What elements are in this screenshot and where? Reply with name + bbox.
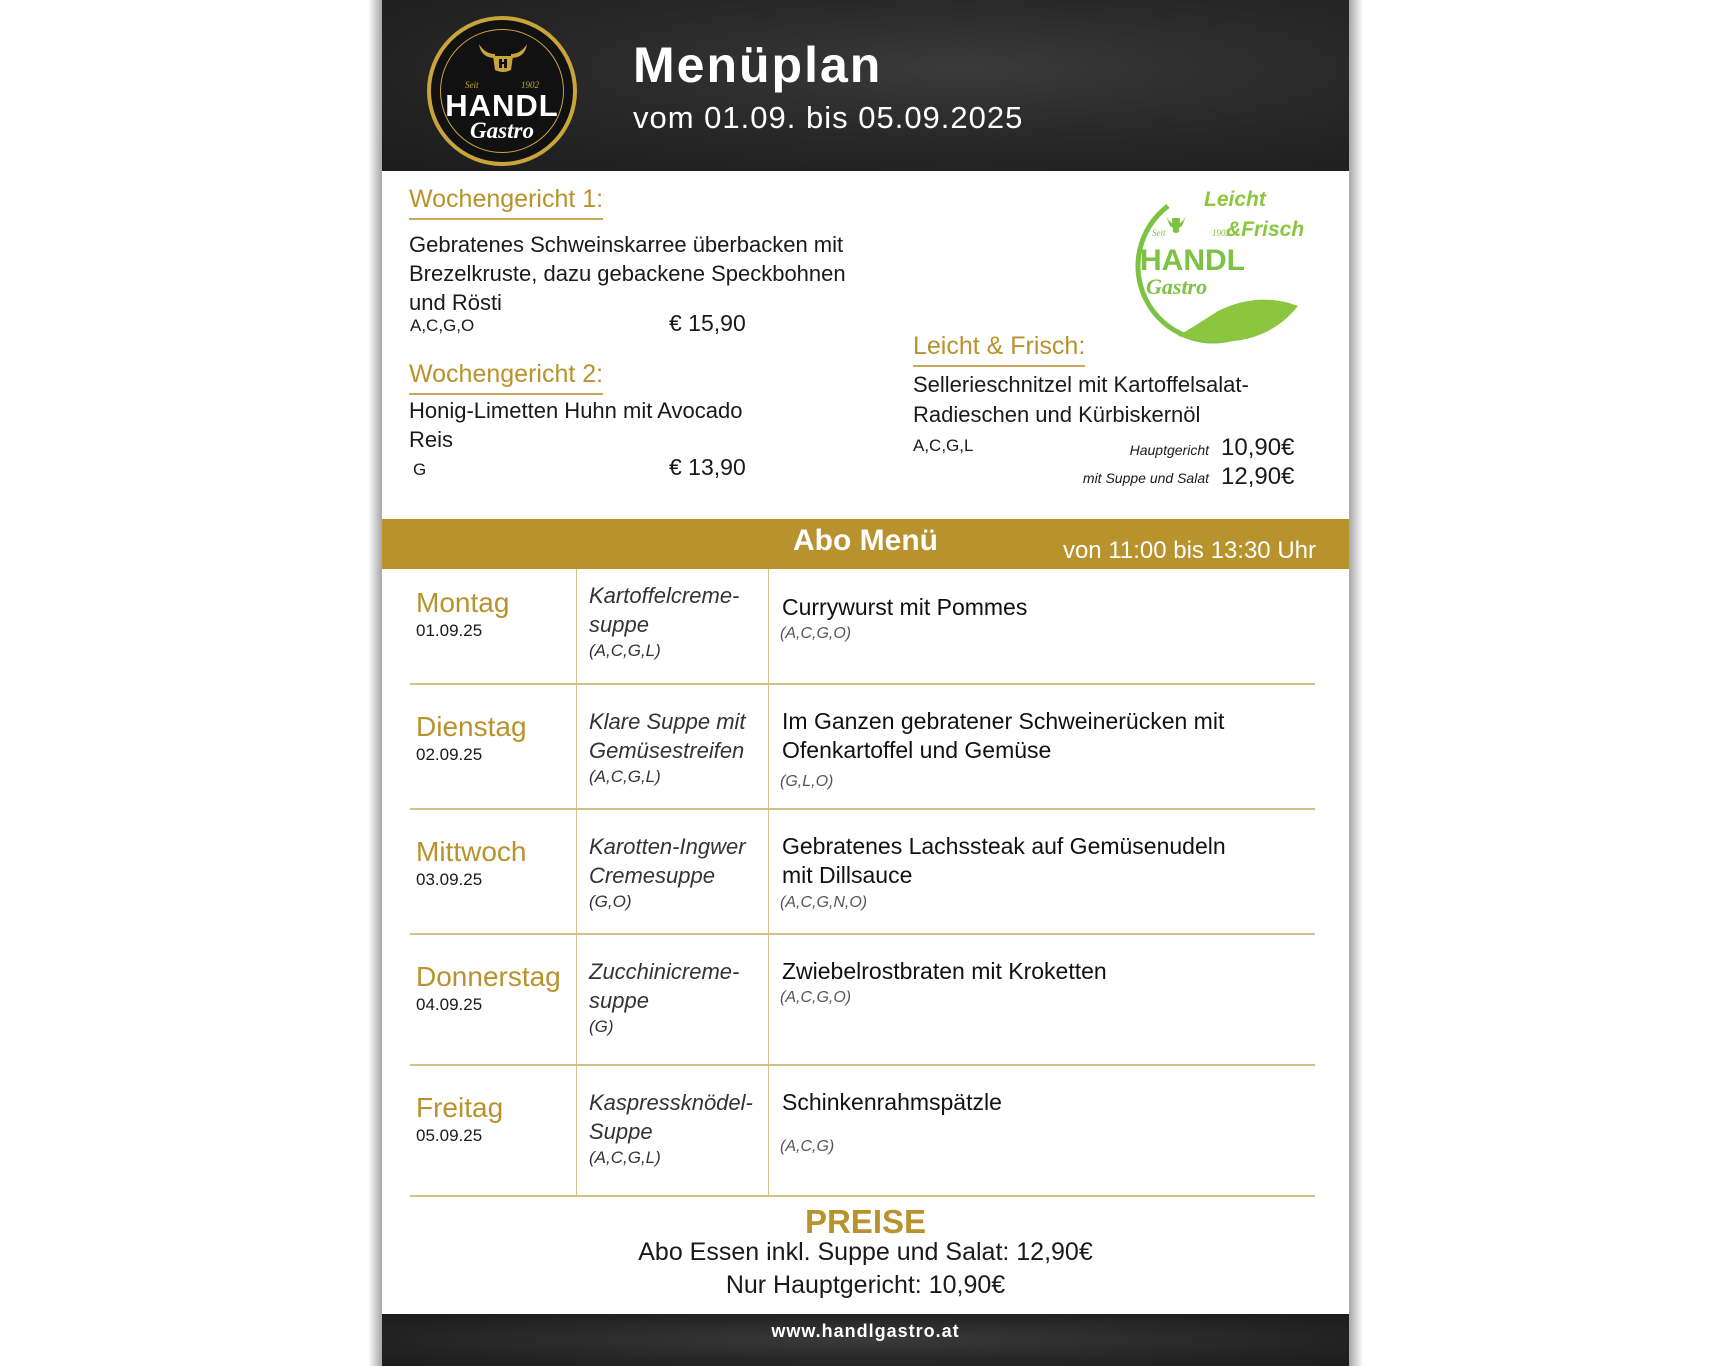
day-date: 03.09.25: [416, 870, 483, 889]
main-line: Im Ganzen gebratener Schweinerücken mit: [782, 708, 1225, 734]
leicht-frisch-label-main: Hauptgericht: [1129, 442, 1209, 458]
day-date: 01.09.25: [416, 621, 483, 640]
lf-logo-brand: HANDL: [1140, 244, 1245, 277]
day-cell: [410, 569, 577, 683]
main-cell: [768, 935, 1315, 1064]
leicht-frisch-price-main: 10,90€: [1221, 434, 1295, 461]
main-dish: [782, 593, 1302, 622]
table-row: [410, 569, 1315, 685]
day-cell: [410, 685, 577, 808]
day-name: Montag: [416, 587, 510, 618]
day-name: Freitag: [416, 1092, 504, 1123]
abo-menu-title: Abo Menü: [793, 524, 938, 557]
weekly-dish-1-text: [409, 230, 846, 317]
weekly-dish-2-line: Honig-Limetten Huhn mit Avocado: [409, 398, 743, 423]
main-dish: [782, 1088, 1302, 1117]
main-dish: [782, 957, 1302, 986]
lf-logo-tag2: &Frisch: [1226, 218, 1305, 241]
table-row: [410, 935, 1315, 1066]
leicht-frisch-logo: [1108, 186, 1328, 356]
soup-cell: [576, 935, 769, 1064]
soup-allergens: (G): [589, 1017, 614, 1036]
main-line: Schinkenrahmspätzle: [782, 1089, 1002, 1115]
soup-name: [589, 957, 769, 1015]
main-allergens: (A,C,G,O): [780, 989, 852, 1006]
table-row: [410, 810, 1315, 935]
main-dish: [782, 707, 1302, 765]
weekly-dish-1-line: Brezelkruste, dazu gebackene Speckbohnen: [409, 261, 846, 286]
soup-allergens: (A,C,G,L): [589, 641, 661, 660]
day-date: 02.09.25: [416, 745, 483, 764]
soup-line: Karotten-Ingwer: [589, 834, 746, 859]
logo-script: Gastro: [470, 118, 534, 143]
leicht-frisch-line: Radieschen und Kürbiskernöl: [913, 402, 1201, 427]
abo-menu-time: von 11:00 bis 13:30 Uhr: [1062, 537, 1316, 564]
soup-cell: [576, 1066, 769, 1195]
main-allergens: (A,C,G,N,O): [780, 894, 868, 911]
main-cell: [768, 569, 1315, 683]
leicht-frisch-emblem-icon: [1108, 186, 1328, 356]
prices-heading: PREISE: [804, 1203, 927, 1240]
day-name: Mittwoch: [416, 836, 527, 867]
day-cell: [410, 935, 577, 1064]
weekly-dish-2-line: Reis: [409, 427, 454, 452]
leicht-frisch-allergens: A,C,G,L: [913, 436, 974, 455]
handl-gastro-logo: [427, 16, 577, 166]
soup-cell: [576, 810, 769, 933]
page-title: Menüplan: [633, 37, 883, 93]
main-cell: [768, 1066, 1315, 1195]
prices-line-1: Abo Essen inkl. Suppe und Salat: 12,90€: [638, 1238, 1093, 1266]
soup-cell: [576, 569, 769, 683]
leicht-frisch-heading: Leicht & Frisch:: [913, 332, 1085, 367]
main-cell: [768, 685, 1315, 808]
soup-name: [589, 832, 769, 890]
menu-sheet: [382, 0, 1349, 1366]
soup-line: Zucchinicreme-: [589, 959, 740, 984]
logo-year: 1902: [521, 80, 539, 90]
weekly-dish-2-price: € 13,90: [669, 454, 746, 480]
lf-logo-seit: Seit: [1152, 228, 1166, 238]
bull-horns-icon: [475, 40, 531, 74]
day-date: 05.09.25: [416, 1126, 483, 1145]
soup-allergens: (A,C,G,L): [589, 767, 661, 786]
day-cell: [410, 810, 577, 933]
leicht-frisch-label-full: mit Suppe und Salat: [1082, 470, 1209, 486]
soup-line: suppe: [589, 612, 649, 637]
prices-line-2: Nur Hauptgericht: 10,90€: [725, 1271, 1006, 1299]
lf-logo-tag1: Leicht: [1204, 188, 1266, 211]
footer-website-link[interactable]: www.handlgastro.at: [771, 1321, 960, 1341]
lf-logo-year: 1902: [1212, 228, 1230, 238]
abo-menu-table: [410, 569, 1315, 1197]
soup-line: Gemüsestreifen: [589, 738, 745, 763]
day-cell: [410, 1066, 577, 1195]
weekly-dish-1-allergens: A,C,G,O: [410, 316, 475, 335]
leicht-frisch-text: [913, 370, 1249, 430]
lf-logo-script: Gastro: [1146, 274, 1208, 299]
leicht-frisch-price-full: 12,90€: [1221, 463, 1295, 490]
main-allergens: (A,C,G): [780, 1138, 835, 1155]
header-banner: [382, 0, 1349, 171]
soup-line: Cremesuppe: [589, 863, 715, 888]
soup-line: Kartoffelcreme-: [589, 583, 740, 608]
soup-line: Klare Suppe mit: [589, 709, 746, 734]
page-shadow-right: [1349, 0, 1363, 1366]
main-allergens: (A,C,G,O): [780, 625, 852, 642]
logo-brand: HANDL: [445, 88, 559, 123]
table-row: [410, 685, 1315, 810]
soup-cell: [576, 685, 769, 808]
soup-name: [589, 1088, 769, 1146]
main-line: Gebratenes Lachssteak auf Gemüsenudeln: [782, 833, 1226, 859]
day-name: Dienstag: [416, 711, 527, 742]
weekly-dish-2-allergens: G: [413, 460, 427, 479]
main-line: Currywurst mit Pommes: [782, 594, 1028, 620]
soup-name: [589, 581, 769, 639]
day-name: Donnerstag: [416, 961, 561, 992]
soup-name: [589, 707, 769, 765]
main-cell: [768, 810, 1315, 933]
page-shadow-left: [368, 0, 382, 1366]
soup-line: Kaspressknödel-: [589, 1090, 753, 1115]
main-dish: [782, 832, 1302, 890]
weekly-dish-2-heading: Wochengericht 2:: [409, 360, 603, 395]
weekly-dish-2-text: [409, 396, 742, 454]
soup-line: suppe: [589, 988, 649, 1013]
main-line: mit Dillsauce: [782, 862, 913, 888]
weekly-dish-1-heading: Wochengericht 1:: [409, 185, 603, 220]
weekly-dish-1-line: und Rösti: [409, 290, 502, 315]
weekly-dish-1-price: € 15,90: [669, 310, 746, 336]
day-date: 04.09.25: [416, 995, 483, 1014]
main-line: Ofenkartoffel und Gemüse: [782, 737, 1052, 763]
main-allergens: (G,L,O): [780, 773, 834, 790]
weekly-dish-1-line: Gebratenes Schweinskarree überbacken mit: [409, 232, 844, 257]
soup-line: Suppe: [589, 1119, 653, 1144]
page-subtitle: vom 01.09. bis 05.09.2025: [633, 100, 1024, 135]
main-line: Zwiebelrostbraten mit Kroketten: [782, 958, 1107, 984]
table-row: [410, 1066, 1315, 1197]
soup-allergens: (G,O): [589, 892, 632, 911]
soup-allergens: (A,C,G,L): [589, 1148, 661, 1167]
leicht-frisch-line: Sellerieschnitzel mit Kartoffelsalat-: [913, 372, 1249, 397]
logo-seit: Seit: [465, 80, 479, 90]
